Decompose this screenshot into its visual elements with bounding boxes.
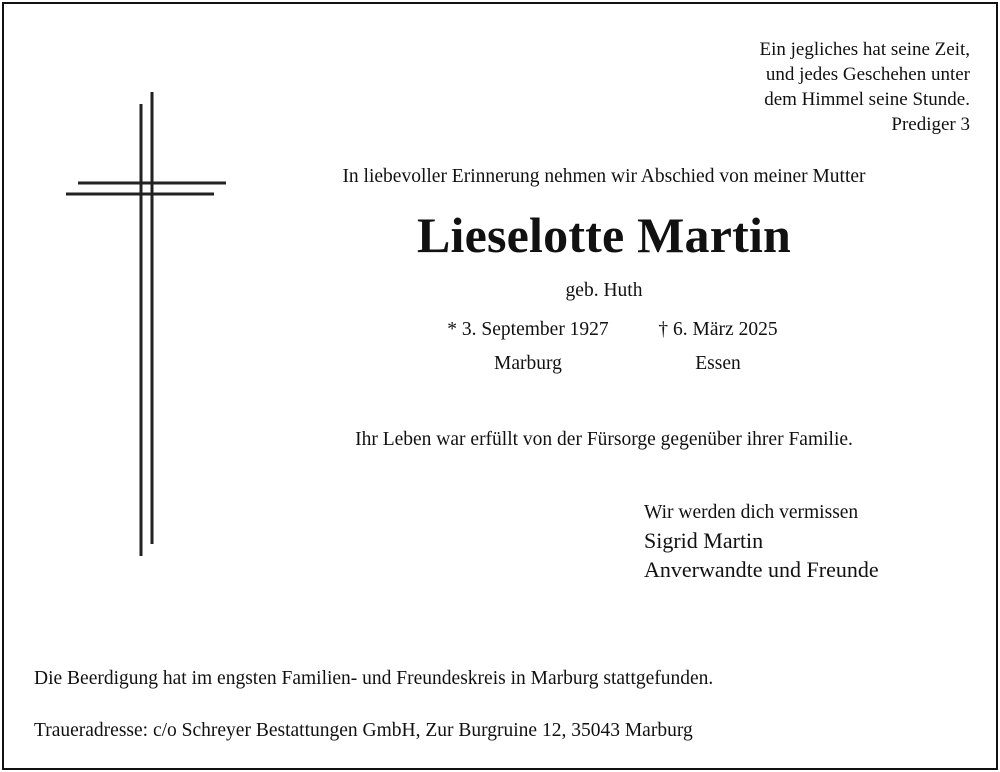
death-place: Essen: [695, 353, 741, 374]
signoff: [644, 500, 879, 584]
burial-note: Die Beerdigung hat im engsten Familien- und Freundeskreis in Marburg stattgefunden.: [34, 668, 714, 689]
deceased-name: Lieselotte Martin: [416, 207, 792, 263]
mourning-address: Traueradresse: c/o Schreyer Bestattungen GmbH, Zur Burgruine 12, 35043 Marburg: [34, 720, 693, 741]
bible-quote: [759, 37, 970, 137]
life-statement: Ihr Leben war erfüllt von der Fürsorge gegenüber ihrer Familie.: [355, 429, 853, 450]
quote-source: Prediger 3: [891, 114, 970, 135]
maiden-name: geb. Huth: [565, 280, 643, 301]
signer-name: Sigrid Martin: [644, 528, 764, 553]
death-date: † 6. März 2025: [658, 319, 778, 340]
cross-icon: [64, 89, 234, 564]
signer-relatives: Anverwandte und Freunde: [644, 557, 879, 582]
miss-line: Wir werden dich vermissen: [644, 502, 859, 523]
quote-line: dem Himmel seine Stunde.: [764, 89, 970, 110]
birth-place: Marburg: [494, 353, 562, 374]
quote-line: Ein jegliches hat seine Zeit,: [759, 39, 970, 60]
intro-text: In liebevoller Erinnerung nehmen wir Abschied von meiner Mutter: [342, 166, 866, 187]
quote-line: und jedes Geschehen unter: [765, 64, 970, 85]
obituary-notice: [2, 2, 998, 770]
birth-date: * 3. September 1927: [447, 319, 609, 340]
